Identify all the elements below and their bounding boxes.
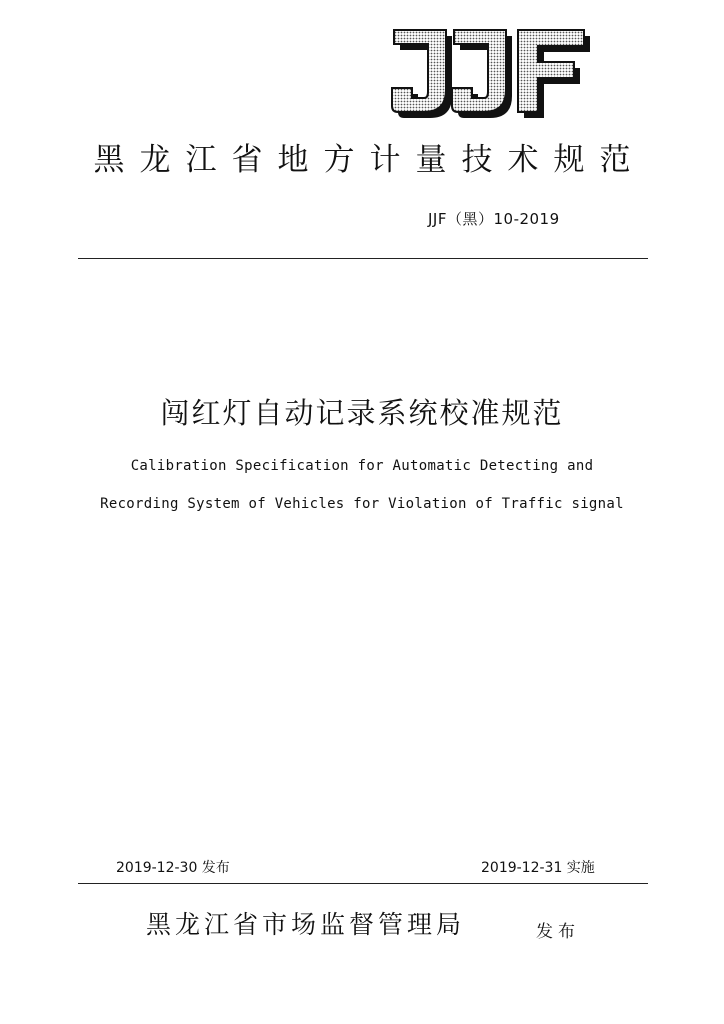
issue-date: 2019-12-30 发布 (116, 860, 230, 876)
english-title-line-1: Calibration Specification for Automatic Detecting and (130, 458, 594, 474)
bottom-divider (78, 883, 648, 884)
document-title: 闯红灯自动记录系统校准规范 (160, 396, 564, 430)
publish-label: 发布 (536, 922, 580, 942)
top-divider (78, 258, 648, 259)
jjf-logo (388, 28, 594, 122)
english-title-line-2: Recording System of Vehicles for Violation of Traffic signal (100, 496, 624, 512)
effective-date: 2019-12-31 实施 (481, 860, 595, 876)
standard-category-title: 黑龙江省地方计量技术规范 (93, 142, 646, 178)
publisher-name: 黑龙江省市场监督管理局 (146, 910, 466, 939)
document-code: JJF（黑）10-2019 (428, 210, 560, 228)
